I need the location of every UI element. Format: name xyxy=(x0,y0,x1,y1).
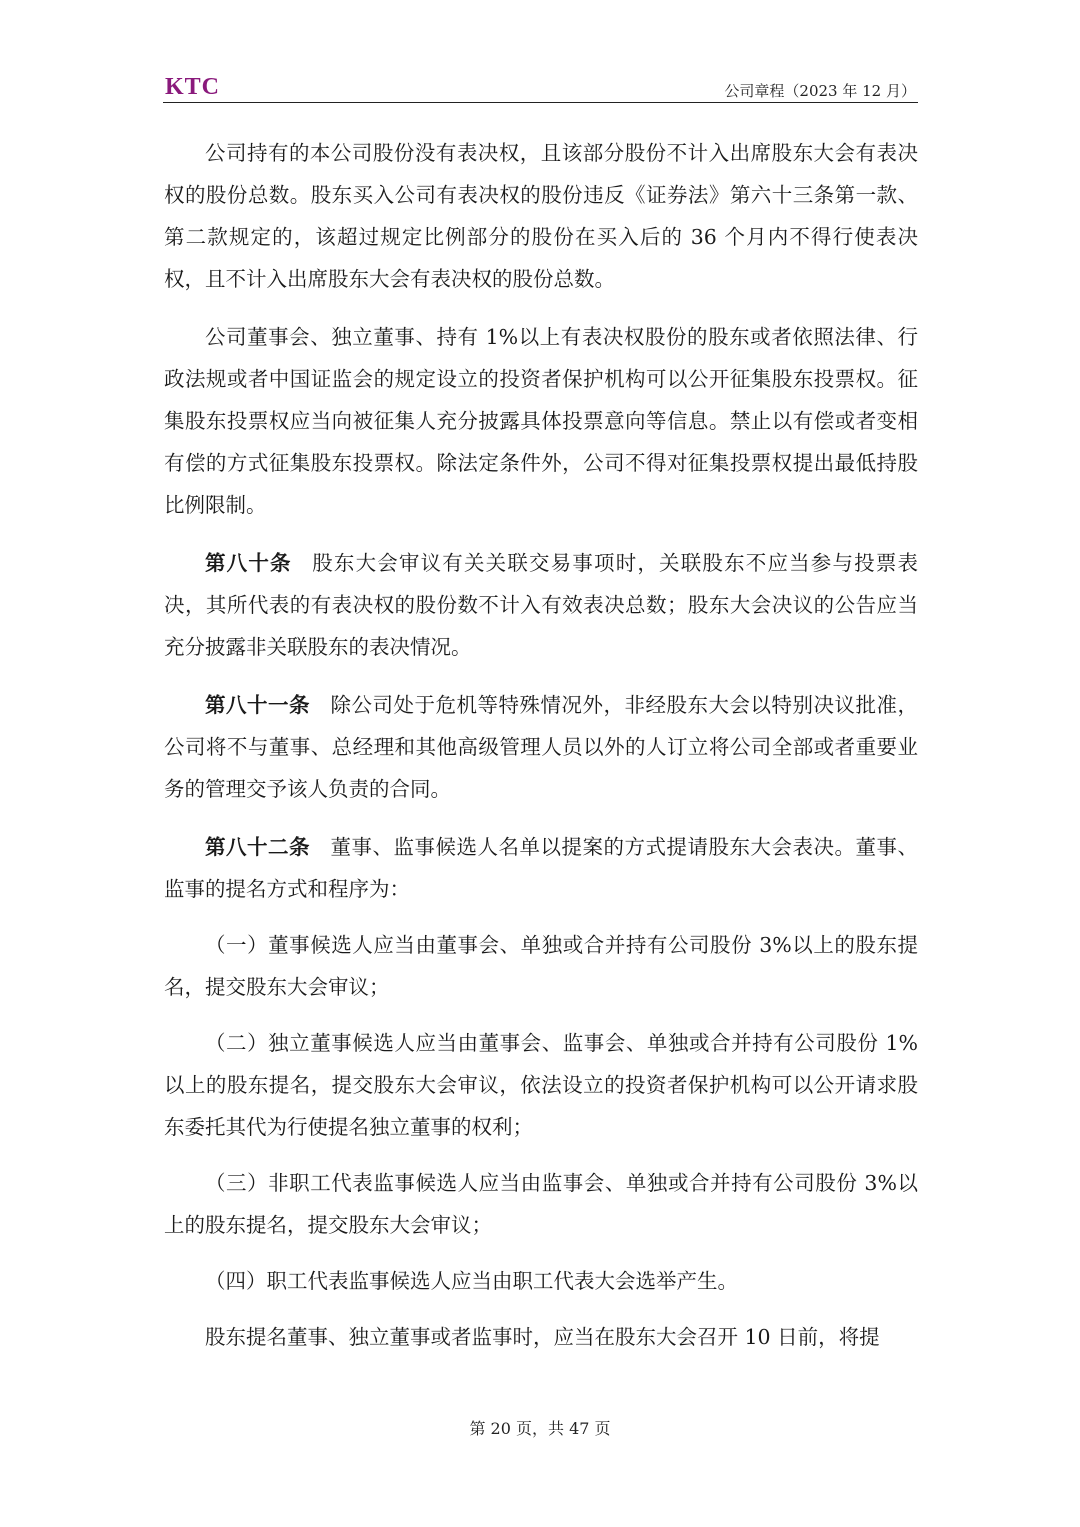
list-item-1 xyxy=(164,924,918,1008)
article-81 xyxy=(164,684,918,810)
article-80 xyxy=(164,542,918,668)
list-item-3 xyxy=(164,1162,918,1246)
paragraph-text: （一）董事候选人应当由董事会、单独或合并持有公司股份 3%以上的股东提名，提交股东大会审议； xyxy=(164,933,918,999)
list-item-4 xyxy=(164,1260,918,1302)
paragraph-text: （三）非职工代表监事候选人应当由监事会、单独或合并持有公司股份 3%以上的股东提名，提交股东大会审议； xyxy=(164,1171,918,1237)
article-number: 第八十二条 xyxy=(205,835,310,859)
page-footer xyxy=(0,1416,1080,1439)
paragraph-text: （二）独立董事候选人应当由董事会、监事会、单独或合并持有公司股份 1%以上的股东提名，提交股东大会审议，依法设立的投资者保护机构可以公开请求股东委托其代为行使提名独立董事的权利； xyxy=(164,1031,918,1139)
paragraph-text: 董事、监事候选人名单以提案的方式提请股东大会表决。董事、监事的提名方式和程序为： xyxy=(164,835,918,901)
page-header xyxy=(163,74,918,103)
paragraph-2 xyxy=(164,316,918,526)
paragraph-text: 股东提名董事、独立董事或者监事时，应当在股东大会召开 10 日前，将提 xyxy=(205,1325,880,1349)
paragraph-text: 股东大会审议有关关联交易事项时，关联股东不应当参与投票表决，其所代表的有表决权的股份数不计入有效表决总数；股东大会决议的公告应当充分披露非关联股东的表决情况。 xyxy=(164,551,919,659)
page-number: 第 20 页，共 47 页 xyxy=(469,1419,611,1438)
article-number: 第八十一条 xyxy=(205,693,310,717)
page-body xyxy=(164,132,918,1372)
paragraph-1 xyxy=(164,132,918,300)
article-82 xyxy=(164,826,918,910)
list-item-2 xyxy=(164,1022,918,1148)
paragraph-text: 公司董事会、独立董事、持有 1%以上有表决权股份的股东或者依照法律、行政法规或者中国证监会的规定设立的投资者保护机构可以公开征集股东投票权。征集股东投票权应当向被征集人充分披露具体投票意向等信息。禁止以有偿或者变相有偿的方式征集股东投票权。除法定条件外，公司不得对征集投票权提出最低持股比例限制。 xyxy=(164,325,918,517)
company-logo: KTC xyxy=(165,74,221,100)
paragraph-text: 除公司处于危机等特殊情况外，非经股东大会以特别决议批准，公司将不与董事、总经理和其他高级管理人员以外的人订立将公司全部或者重要业务的管理交予该人负责的合同。 xyxy=(164,693,918,801)
paragraph-last xyxy=(164,1316,918,1358)
article-number: 第八十条 xyxy=(205,551,292,575)
paragraph-text: 公司持有的本公司股份没有表决权，且该部分股份不计入出席股东大会有表决权的股份总数。股东买入公司有表决权的股份违反《证券法》第六十三条第一款、第二款规定的，该超过规定比例部分的股份在买入后的 36 个月内不得行使表决权，且不计入出席股东大会有表决权的股份总数。 xyxy=(164,141,918,291)
paragraph-text: （四）职工代表监事候选人应当由职工代表大会选举产生。 xyxy=(205,1269,738,1293)
document-title: 公司章程（2023 年 12 月） xyxy=(724,82,916,100)
